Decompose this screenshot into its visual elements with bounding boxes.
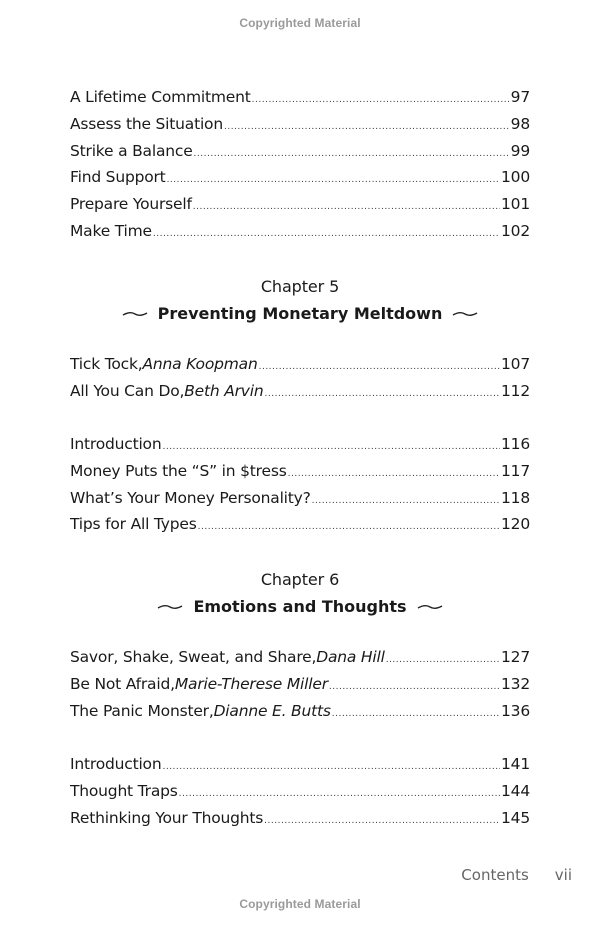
page-footer [461,866,572,884]
toc-entry[interactable] [70,355,530,382]
entry-page-number: 98 [510,114,530,133]
dot-leader [153,229,500,239]
toc-entry[interactable] [70,195,530,222]
entry-author: Dianne E. Butts [213,701,331,720]
toc-entry[interactable] [70,382,530,409]
entry-title: Prepare Yourself [70,195,192,214]
toc-group-chapter6-stories [70,648,530,728]
toc-entry[interactable] [70,115,530,142]
swash-right-icon [452,310,478,318]
swash-left-icon [157,603,183,611]
dot-leader [194,149,510,159]
footer-page-number: vii [554,866,572,884]
entry-page-number: 112 [501,381,530,400]
swash-right-icon [417,603,443,611]
dot-leader [224,122,510,132]
chapter-6-heading [0,570,600,616]
chapter-title-text: Preventing Monetary Meltdown [157,304,443,323]
toc-entry[interactable] [70,435,530,462]
entry-page-number: 107 [501,355,530,373]
entry-author: Dana Hill [316,648,385,666]
entry-page-number: 118 [501,488,530,507]
entry-page-number: 100 [501,168,530,187]
entry-title: Tips for All Types [70,515,197,534]
entry-page-number: 99 [510,141,530,160]
toc-group-chapter5-stories [70,355,530,409]
dot-leader [265,389,501,399]
chapter-label: Chapter 6 [260,570,340,589]
toc-entry[interactable] [70,809,530,836]
copyright-watermark-top: Copyrighted Material [239,16,361,30]
entry-title: Make Time [70,221,152,240]
entry-title: Money Puts the “S” in $tress [70,461,287,480]
entry-title: Introduction [70,435,162,453]
toc-entry[interactable] [70,515,530,542]
entry-page-number: 136 [501,701,530,720]
toc-group-chapter5-topics [70,435,530,542]
copyright-watermark-bottom: Copyrighted Material [239,897,361,911]
chapter-title [0,597,600,616]
dot-leader [288,469,500,479]
dot-leader [193,202,500,212]
toc-entry[interactable] [70,648,530,675]
entry-page-number: 120 [501,515,530,534]
entry-page-number: 102 [501,221,530,240]
chapter-title [0,304,600,323]
entry-page-number: 145 [501,808,530,827]
entry-title: Thought Traps [70,781,178,800]
toc-entry[interactable] [70,88,530,115]
entry-page-number: 132 [501,674,530,693]
dot-leader [332,709,500,719]
toc-entry[interactable] [70,702,530,729]
entry-page-number: 101 [501,195,530,214]
toc-entry[interactable] [70,462,530,489]
toc-entry[interactable] [70,782,530,809]
entry-author: Beth Arvin [184,381,264,400]
entry-page-number: 97 [510,88,530,106]
entry-title: Strike a Balance [70,141,193,160]
entry-title: Assess the Situation [70,114,223,133]
swash-left-icon [122,310,148,318]
dot-leader [162,762,500,772]
dot-leader [252,95,510,105]
toc-entry[interactable] [70,222,530,249]
dot-leader [162,442,500,452]
entry-author: Anna Koopman [142,355,258,373]
toc-entry[interactable] [70,489,530,516]
toc-entry[interactable] [70,675,530,702]
entry-title: The Panic Monster, [70,701,214,720]
entry-title: A Lifetime Commitment [70,88,251,106]
entry-title: Introduction [70,755,162,773]
entry-title: Savor, Shake, Sweat, and Share, [70,648,317,666]
entry-title: Be Not Afraid, [70,674,175,693]
dot-leader [179,789,500,799]
toc-entry[interactable] [70,755,530,782]
chapter-title-text: Emotions and Thoughts [193,597,407,616]
chapter-label: Chapter 5 [260,277,340,296]
entry-page-number: 116 [501,435,530,453]
dot-leader [167,175,500,185]
toc-group-chapter6-topics [70,755,530,835]
entry-title: Tick Tock, [70,355,143,373]
toc-group-chapter4-topics [70,88,530,249]
entry-title: What’s Your Money Personality? [70,488,311,507]
entry-page-number: 141 [501,755,530,773]
entry-page-number: 127 [501,648,530,666]
footer-section-name: Contents [461,866,529,884]
entry-author: Marie-Therese Miller [174,674,328,693]
entry-title: Find Support [70,168,166,187]
toc-entry[interactable] [70,142,530,169]
dot-leader [329,682,500,692]
dot-leader [264,816,500,826]
dot-leader [198,522,500,532]
entry-page-number: 117 [501,461,530,480]
chapter-5-heading [0,277,600,323]
dot-leader [386,655,500,665]
toc-entry[interactable] [70,168,530,195]
entry-title: Rethinking Your Thoughts [70,808,264,827]
entry-page-number: 144 [501,781,530,800]
dot-leader [312,496,500,506]
dot-leader [259,362,500,372]
entry-title: All You Can Do, [70,381,185,400]
